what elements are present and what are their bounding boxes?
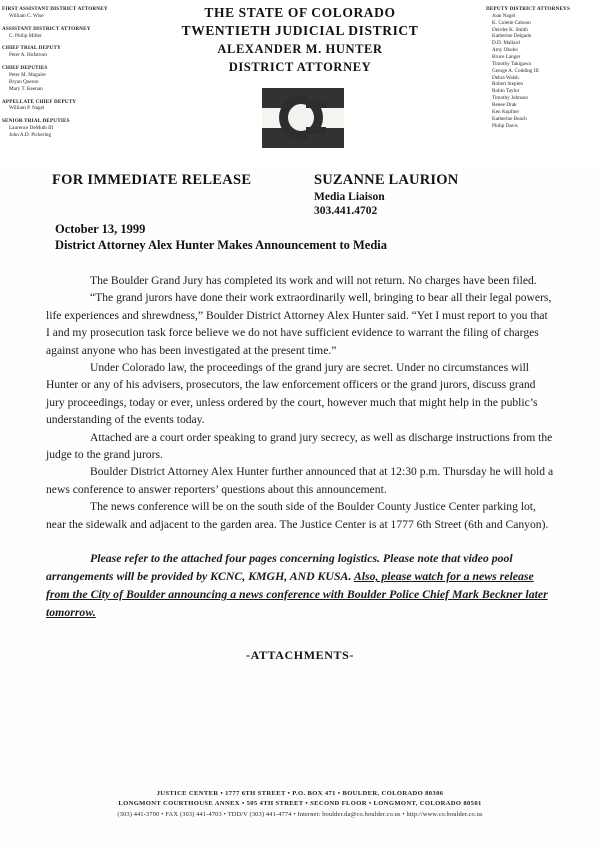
media-contact-phone: 303.441.4702: [314, 205, 378, 217]
staff-group-title: APPELLATE CHIEF DEPUTY: [2, 98, 77, 105]
masthead-line-name: ALEXANDER M. HUNTER: [217, 42, 383, 56]
closing-note-plain: Please refer to the attached four pages concerning logistics. Please note that video pool arrangements will be provided by KCNC, KMGH, AND KUSA.: [46, 551, 513, 584]
paragraph-2: “The grand jurors have done their work extraordinarily well, bringing to bear all their legal powers, life experiences and shrewdness,” Boulder District Attorney Alex Hunter said. “Yet I must report to you that I and my prosecution task force believe we do not have sufficient evidence to warrant the filing of charges against anyone who has been investigated at the present time.”: [46, 291, 552, 357]
staff-name: Amy Okubo: [492, 47, 518, 54]
letterhead: [0, 0, 600, 170]
staff-list-right: [486, 6, 600, 135]
staff-name: George A. Codding III: [492, 67, 539, 74]
staff-group: [2, 65, 122, 92]
closing-note: [46, 549, 554, 621]
staff-name: Katherine Delgado: [492, 33, 532, 40]
footer: [0, 789, 600, 821]
staff-name: Robert Stepien: [492, 81, 523, 88]
staff-name: Deirdre K. Smith: [492, 26, 528, 33]
staff-group: [2, 118, 122, 139]
footer-address-longmont: LONGMONT COURTHOUSE ANNEX • 505 4TH STREET • SECOND FLOOR • LONGMONT, COLORADO 80501: [118, 800, 482, 807]
paragraph-4: Attached are a court order speaking to grand jury secrecy, as well as discharge instructions from the judge to the grand jurors.: [46, 430, 553, 462]
staff-group: [2, 99, 122, 113]
staff-group-title: CHIEF TRIAL DEPUTY: [2, 45, 61, 52]
staff-group-title: ASSISTANT DISTRICT ATTORNEY: [2, 25, 91, 32]
body-copy: [46, 272, 554, 621]
staff-list-left: [2, 6, 122, 145]
flag-c-bar-top: [306, 101, 326, 108]
masthead-line-district: TWENTIETH JUDICIAL DISTRICT: [181, 23, 419, 38]
page-title: District Attorney Alex Hunter Makes Announcement to Media: [55, 238, 388, 252]
staff-group-title: DEPUTY DISTRICT ATTORNEYS: [486, 6, 570, 12]
footer-contact-line: (303) 441-3700 • FAX (303) 441-4703 • TDD/V (303) 441-4774 • Internet: boulder.da@co.boulder.co.us • http://www.co.boulder.co.us: [117, 810, 483, 818]
closing-note-underlined: Also, please watch for a news release from the City of Boulder announcing a news conference with Boulder Police Chief Mark Beckner later tomorrow.: [46, 569, 548, 620]
colorado-flag-icon: [262, 88, 344, 148]
release-header: [52, 172, 560, 217]
staff-name: Laurence DeMuth III: [9, 125, 54, 132]
staff-name: Mary T. Keenan: [9, 85, 43, 92]
staff-group-title: CHIEF DEPUTIES: [2, 65, 48, 72]
staff-group-title: FIRST ASSISTANT DISTRICT ATTORNEY: [2, 6, 108, 12]
staff-name: Bryan Queron: [9, 78, 39, 85]
staff-name: Timothy Takigawa: [492, 60, 531, 67]
staff-name: K. Colette Cahoon: [492, 19, 531, 26]
staff-name: Bruce Langer: [492, 54, 521, 61]
footer-address-justice-center: JUSTICE CENTER • 1777 6TH STREET • P.O. BOX 471 • BOULDER, COLORADO 80306: [156, 789, 444, 797]
masthead-line-role: DISTRICT ATTORNEY: [228, 60, 372, 74]
staff-name: Timothy Johnson: [492, 95, 528, 102]
staff-name: William P. Nagel: [9, 105, 45, 112]
dateline: October 13, 1999: [55, 222, 146, 236]
staff-name: Katherine Beach: [492, 115, 527, 122]
masthead: [130, 4, 470, 76]
media-contact-role: Media Liaison: [314, 191, 385, 203]
staff-name: Robin Taylor: [492, 88, 520, 95]
media-contact-block: [314, 172, 458, 217]
staff-name: C. Philip Miller: [9, 32, 42, 39]
flag-c-bar-bottom: [306, 127, 326, 134]
staff-name: Ken Kupfner: [492, 108, 520, 115]
staff-name: Renee Drak: [492, 102, 517, 109]
staff-group: [2, 6, 122, 20]
staff-name: Peter M. Maguire: [9, 72, 46, 79]
staff-group: [2, 26, 122, 40]
paragraph-1: The Boulder Grand Jury has completed its work and will not return. No charges have been filed.: [90, 274, 537, 287]
staff-name: John A.D. Pickering: [9, 132, 52, 139]
paragraph-3: Under Colorado law, the proceedings of the grand jury are secret. Under no circumstances will Hunter or any of his advisers, prosecutors, the law enforcement officers or the grand jurors, discuss grand jury proceedings, today or ever, unless ordered by the court, however much that might help in the public’s understanding of the events today.: [46, 361, 538, 427]
paragraph-5: Boulder District Attorney Alex Hunter further announced that at 12:30 p.m. Thursday he will hold a news conference to answer reporters’ questions about this announcement.: [46, 465, 554, 496]
staff-name: Debra Walsh: [492, 74, 519, 81]
masthead-line-state: THE STATE OF COLORADO: [204, 5, 396, 20]
paragraph-6: The news conference will be on the south side of the Boulder County Justice Center parking lot, near the sidewalk and adjacent to the garden area. The Justice Center is at 1777 6th Street (6th and Canyon).: [46, 500, 549, 531]
attachments-label: -ATTACHMENTS-: [245, 648, 355, 662]
staff-name: D.D. Mallard: [492, 40, 520, 47]
staff-name: Peter A. Hofstrom: [9, 52, 47, 59]
staff-name: William C. Wise: [9, 12, 44, 19]
staff-group-title: SENIOR TRIAL DEPUTIES: [2, 118, 70, 125]
staff-name: Joan Nagel: [492, 12, 516, 19]
for-immediate-release-label: FOR IMMEDIATE RELEASE: [52, 172, 252, 188]
staff-group: [486, 6, 600, 129]
staff-name: Philip Davis: [492, 122, 518, 129]
staff-group: [2, 45, 122, 59]
media-contact-name: SUZANNE LAURION: [314, 172, 459, 188]
